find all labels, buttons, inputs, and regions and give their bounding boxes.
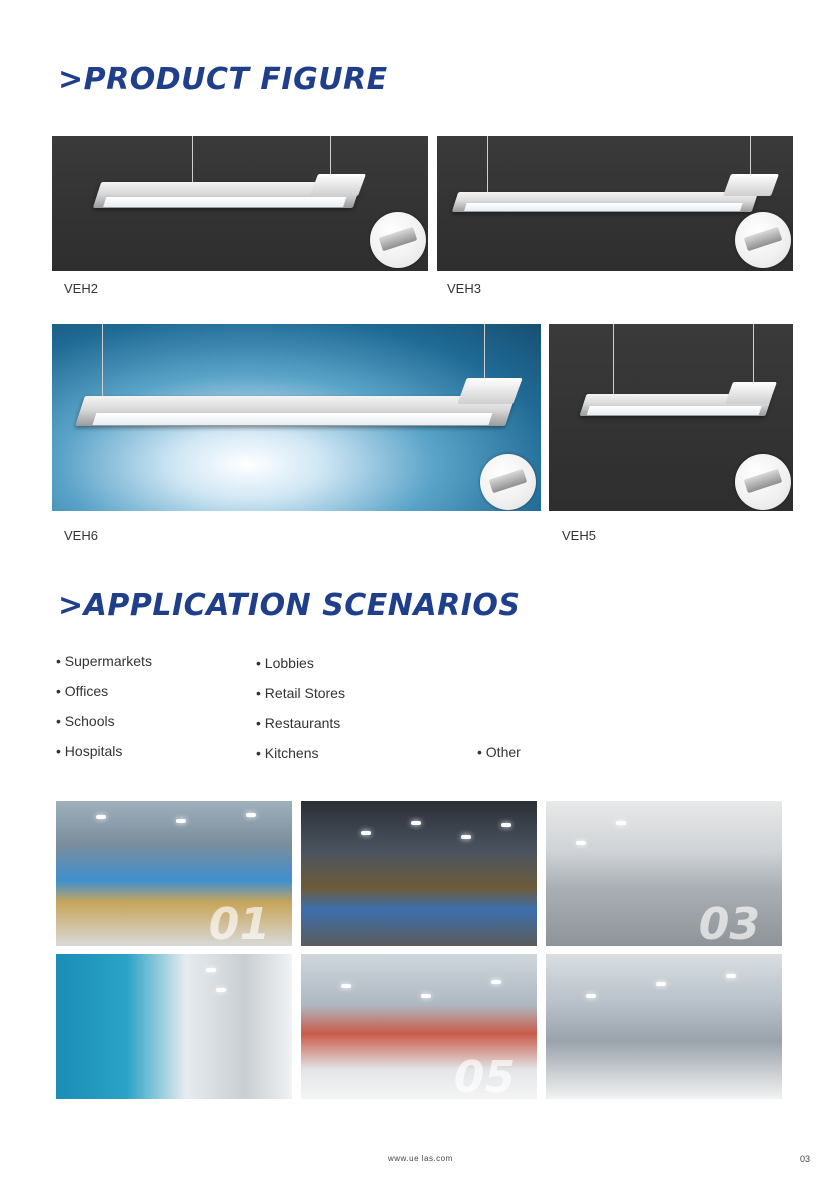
scenario-photo-5 xyxy=(301,954,537,1099)
list-item: • Hospitals xyxy=(56,742,152,772)
product-figure-heading: >PRODUCT FIGURE xyxy=(58,62,388,97)
scenario-photo-1 xyxy=(56,801,292,946)
application-list-col3 xyxy=(477,743,521,773)
list-item: • Retail Stores xyxy=(256,684,345,714)
scenario-number: 03 xyxy=(698,899,760,946)
scenario-number: 05 xyxy=(453,1052,515,1099)
application-list-col1 xyxy=(56,652,152,772)
fixture-inset-veh5 xyxy=(735,454,791,510)
application-scenarios-heading: >APPLICATION SCENARIOS xyxy=(58,588,521,623)
footer-url: www.ue las.com xyxy=(388,1154,453,1163)
product-photo-veh2 xyxy=(52,136,428,271)
list-item: • Offices xyxy=(56,682,152,712)
list-item: • Lobbies xyxy=(256,654,345,684)
fixture-veh3 xyxy=(452,192,758,212)
product-photo-veh5 xyxy=(549,324,793,511)
product-photo-veh3 xyxy=(437,136,793,271)
product-label-veh6: VEH6 xyxy=(64,528,98,543)
scenario-photo-6 xyxy=(546,954,782,1099)
list-item: • Schools xyxy=(56,712,152,742)
product-photo-veh6 xyxy=(52,324,541,511)
list-item: • Supermarkets xyxy=(56,652,152,682)
scenario-photo-3 xyxy=(546,801,782,946)
product-label-veh5: VEH5 xyxy=(562,528,596,543)
fixture-inset-veh6 xyxy=(480,454,536,510)
page-number: 03 xyxy=(800,1154,811,1164)
fixture-veh6 xyxy=(75,396,515,426)
list-item: • Other xyxy=(477,743,521,773)
fixture-inset-veh2 xyxy=(370,212,426,268)
application-list-col2 xyxy=(256,654,345,774)
scenario-photo-4 xyxy=(56,954,292,1099)
scenario-number: 01 xyxy=(208,899,270,946)
product-label-veh2: VEH2 xyxy=(64,281,98,296)
scenario-photo-2 xyxy=(301,801,537,946)
product-label-veh3: VEH3 xyxy=(447,281,481,296)
fixture-inset-veh3 xyxy=(735,212,791,268)
list-item: • Restaurants xyxy=(256,714,345,744)
list-item: • Kitchens xyxy=(256,744,345,774)
